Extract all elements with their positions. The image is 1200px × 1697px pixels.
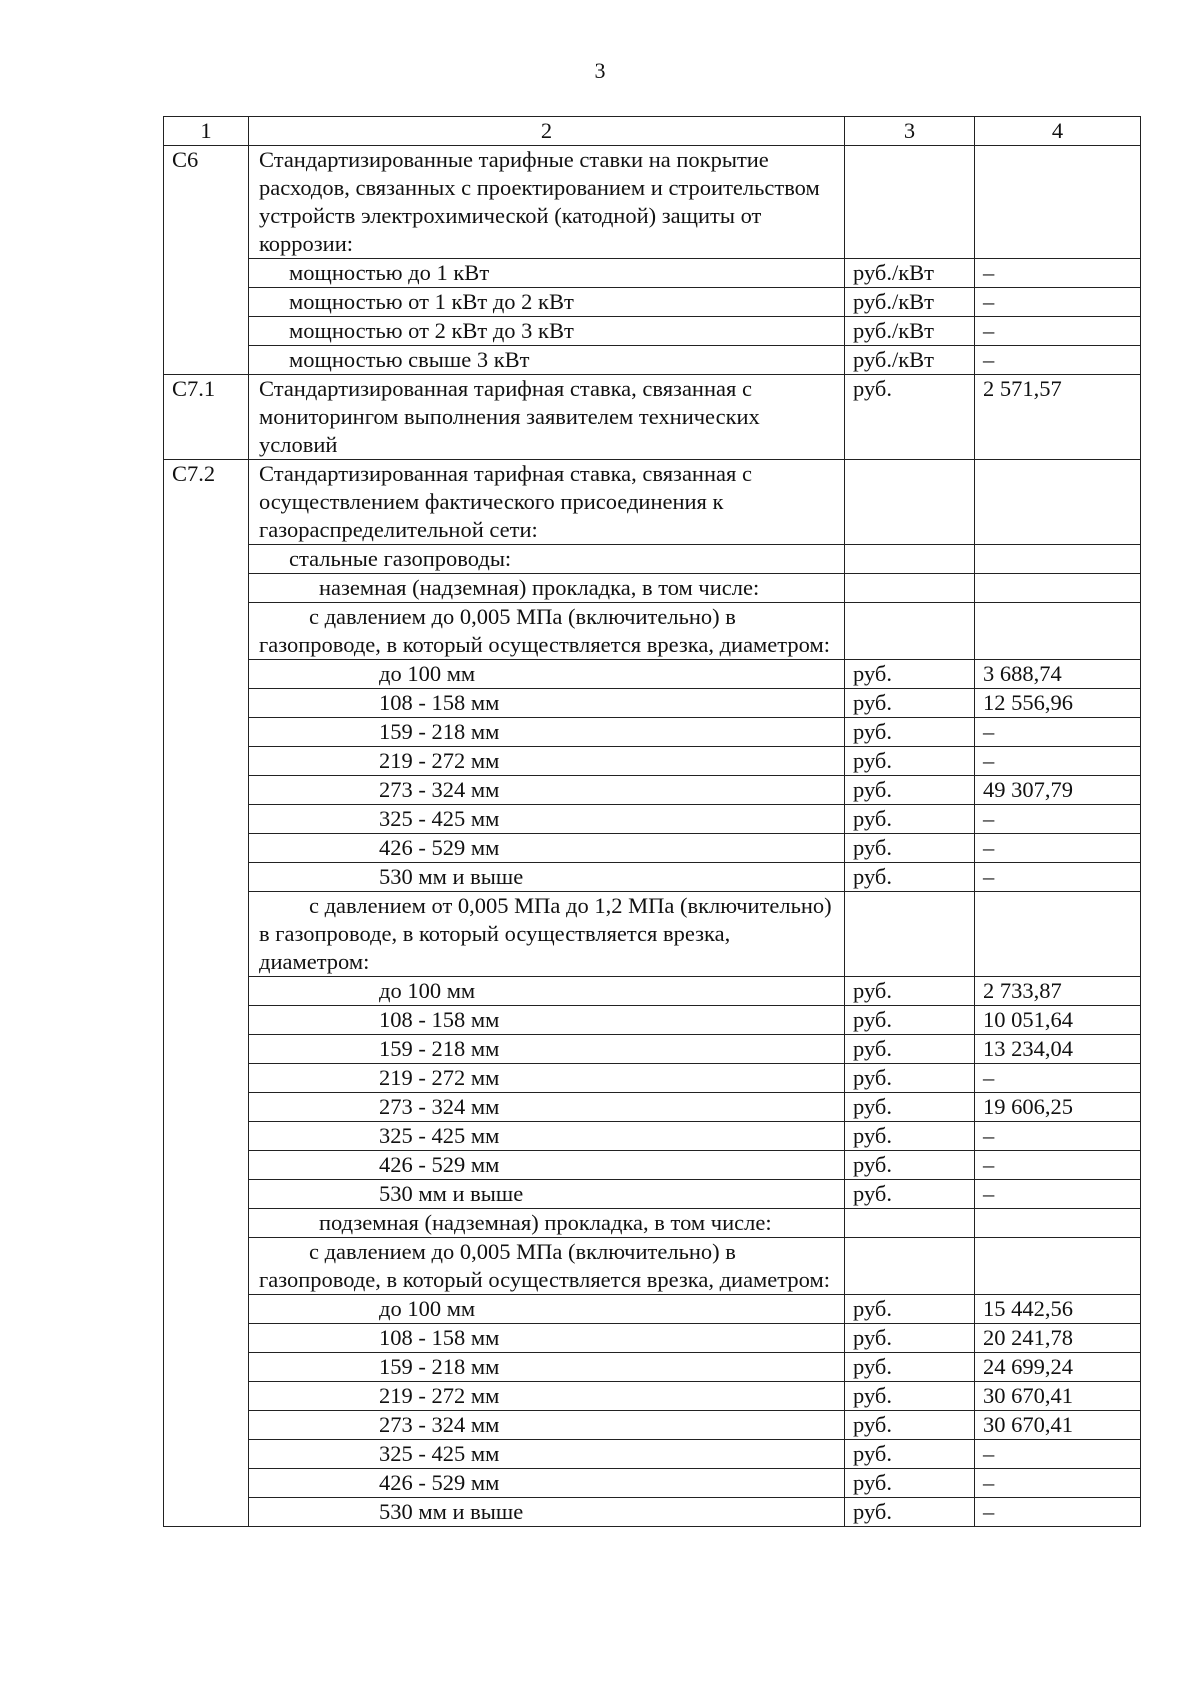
table-row [164,718,1141,747]
value-cell: – [975,1498,1141,1527]
row-label: мощностью от 2 кВт до 3 кВт [249,317,845,346]
header-cell: 4 [975,117,1141,146]
row-label: 219 - 272 мм [249,747,845,776]
table-row [164,863,1141,892]
table-row [164,1353,1141,1382]
value-cell: – [975,1151,1141,1180]
unit-cell: руб. [845,660,975,689]
unit-cell: руб. [845,1035,975,1064]
row-code: С7.1 [164,375,249,460]
value-cell: 2 733,87 [975,977,1141,1006]
table-row [164,1324,1141,1353]
table-row-c6 [164,146,1141,259]
row-label: 426 - 529 мм [249,1469,845,1498]
row-label: 159 - 218 мм [249,1035,845,1064]
page-number: 3 [594,58,606,83]
value-cell: 10 051,64 [975,1006,1141,1035]
table-header-row [164,117,1141,146]
tariff-table-container [163,116,1140,1527]
section-title: Стандартизированные тарифные ставки на покрытие расходов, связанных с проектированием и строительством устройств электрохимической (катодной) защиты от коррозии: [249,146,845,259]
unit-cell: руб. [845,1498,975,1527]
unit-cell [845,603,975,660]
table-row [164,1064,1141,1093]
header-cell: 3 [845,117,975,146]
row-label: 426 - 529 мм [249,834,845,863]
value-cell: 3 688,74 [975,660,1141,689]
table-row [164,1295,1141,1324]
table-row [164,288,1141,317]
table-row [164,1035,1141,1064]
subsection-row [164,574,1141,603]
row-code: С6 [164,146,249,375]
row-label: 325 - 425 мм [249,1122,845,1151]
value-cell [975,1209,1141,1238]
table-row [164,805,1141,834]
row-label: 426 - 529 мм [249,1151,845,1180]
group-title-row [164,892,1141,977]
unit-cell [845,545,975,574]
tariff-table [163,116,1141,1527]
header-cell: 1 [164,117,249,146]
value-cell: – [975,834,1141,863]
value-cell: 2 571,57 [975,375,1141,460]
unit-cell: руб. [845,1353,975,1382]
row-label: 273 - 324 мм [249,776,845,805]
value-cell: 13 234,04 [975,1035,1141,1064]
unit-cell: руб. [845,1064,975,1093]
group-title-row [164,603,1141,660]
table-row [164,747,1141,776]
table-row [164,1498,1141,1527]
row-label: 273 - 324 мм [249,1411,845,1440]
row-label: 530 мм и выше [249,1180,845,1209]
unit-cell: руб. [845,375,975,460]
unit-cell: руб./кВт [845,259,975,288]
value-cell: – [975,747,1141,776]
table-row [164,1180,1141,1209]
table-row [164,660,1141,689]
unit-cell: руб. [845,1440,975,1469]
table-row [164,1006,1141,1035]
unit-cell: руб. [845,1411,975,1440]
section-title: подземная (надземная) прокладка, в том числе: [249,1209,845,1238]
subsection-row [164,545,1141,574]
unit-cell: руб. [845,1122,975,1151]
row-label: 159 - 218 мм [249,718,845,747]
unit-cell: руб. [845,863,975,892]
value-cell [975,574,1141,603]
row-label: мощностью до 1 кВт [249,259,845,288]
value-cell [975,146,1141,259]
value-cell: 12 556,96 [975,689,1141,718]
unit-cell: руб. [845,776,975,805]
table-row [164,346,1141,375]
table-row [164,1469,1141,1498]
value-cell: – [975,1180,1141,1209]
unit-cell: руб./кВт [845,288,975,317]
unit-cell: руб. [845,747,975,776]
value-cell: 20 241,78 [975,1324,1141,1353]
row-label: 219 - 272 мм [249,1382,845,1411]
value-cell: 19 606,25 [975,1093,1141,1122]
unit-cell [845,1209,975,1238]
value-cell [975,460,1141,545]
row-label: 108 - 158 мм [249,1006,845,1035]
unit-cell: руб. [845,805,975,834]
unit-cell: руб./кВт [845,317,975,346]
value-cell: – [975,317,1141,346]
unit-cell: руб. [845,1469,975,1498]
value-cell: – [975,1469,1141,1498]
unit-cell: руб. [845,689,975,718]
value-cell: 30 670,41 [975,1411,1141,1440]
row-label: до 100 мм [249,977,845,1006]
unit-cell: руб. [845,1180,975,1209]
row-label: 159 - 218 мм [249,1353,845,1382]
value-cell [975,603,1141,660]
unit-cell [845,1238,975,1295]
table-row [164,1151,1141,1180]
unit-cell: руб. [845,1151,975,1180]
unit-cell [845,574,975,603]
section-title: наземная (надземная) прокладка, в том числе: [249,574,845,603]
row-label: 219 - 272 мм [249,1064,845,1093]
table-row [164,259,1141,288]
value-cell: – [975,288,1141,317]
section-title: с давлением до 0,005 МПа (включительно) в газопроводе, в который осуществляется врезка, диаметром: [249,1238,845,1295]
unit-cell: руб. [845,1093,975,1122]
row-label: 325 - 425 мм [249,805,845,834]
unit-cell: руб. [845,1324,975,1353]
row-label: 325 - 425 мм [249,1440,845,1469]
unit-cell [845,892,975,977]
value-cell: 15 442,56 [975,1295,1141,1324]
value-cell: – [975,718,1141,747]
value-cell [975,892,1141,977]
row-label: 108 - 158 мм [249,689,845,718]
unit-cell: руб. [845,718,975,747]
row-label: до 100 мм [249,660,845,689]
unit-cell [845,460,975,545]
row-label: 273 - 324 мм [249,1093,845,1122]
value-cell: – [975,805,1141,834]
section-title: с давлением до 0,005 МПа (включительно) в газопроводе, в который осуществляется врезка, диаметром: [249,603,845,660]
subsection-row [164,1209,1141,1238]
section-title: стальные газопроводы: [249,545,845,574]
header-cell: 2 [249,117,845,146]
table-row [164,689,1141,718]
value-cell [975,545,1141,574]
row-label: мощностью от 1 кВт до 2 кВт [249,288,845,317]
value-cell: – [975,346,1141,375]
table-row [164,317,1141,346]
table-row [164,977,1141,1006]
unit-cell: руб. [845,977,975,1006]
row-label: мощностью свыше 3 кВт [249,346,845,375]
table-row-c72 [164,460,1141,545]
table-row [164,1382,1141,1411]
row-label: 108 - 158 мм [249,1324,845,1353]
table-row [164,1093,1141,1122]
row-label: 530 мм и выше [249,1498,845,1527]
value-cell: – [975,1064,1141,1093]
unit-cell [845,146,975,259]
row-label: 530 мм и выше [249,863,845,892]
value-cell: 30 670,41 [975,1382,1141,1411]
value-cell: – [975,863,1141,892]
unit-cell: руб./кВт [845,346,975,375]
unit-cell: руб. [845,834,975,863]
section-title: с давлением от 0,005 МПа до 1,2 МПа (включительно) в газопроводе, в который осуществляется врезка, диаметром: [249,892,845,977]
table-row [164,1411,1141,1440]
row-code: С7.2 [164,460,249,1527]
section-title: Стандартизированная тарифная ставка, связанная с осуществлением фактического присоединения к газораспределительной сети: [249,460,845,545]
table-row [164,1440,1141,1469]
group-title-row [164,1238,1141,1295]
table-row [164,1122,1141,1151]
table-row [164,776,1141,805]
value-cell: 49 307,79 [975,776,1141,805]
row-label: до 100 мм [249,1295,845,1324]
table-row [164,834,1141,863]
table-row-c71 [164,375,1141,460]
unit-cell: руб. [845,1382,975,1411]
value-cell [975,1238,1141,1295]
unit-cell: руб. [845,1006,975,1035]
value-cell: – [975,259,1141,288]
value-cell: 24 699,24 [975,1353,1141,1382]
value-cell: – [975,1440,1141,1469]
value-cell: – [975,1122,1141,1151]
section-title: Стандартизированная тарифная ставка, связанная с мониторингом выполнения заявителем технических условий [249,375,845,460]
unit-cell: руб. [845,1295,975,1324]
